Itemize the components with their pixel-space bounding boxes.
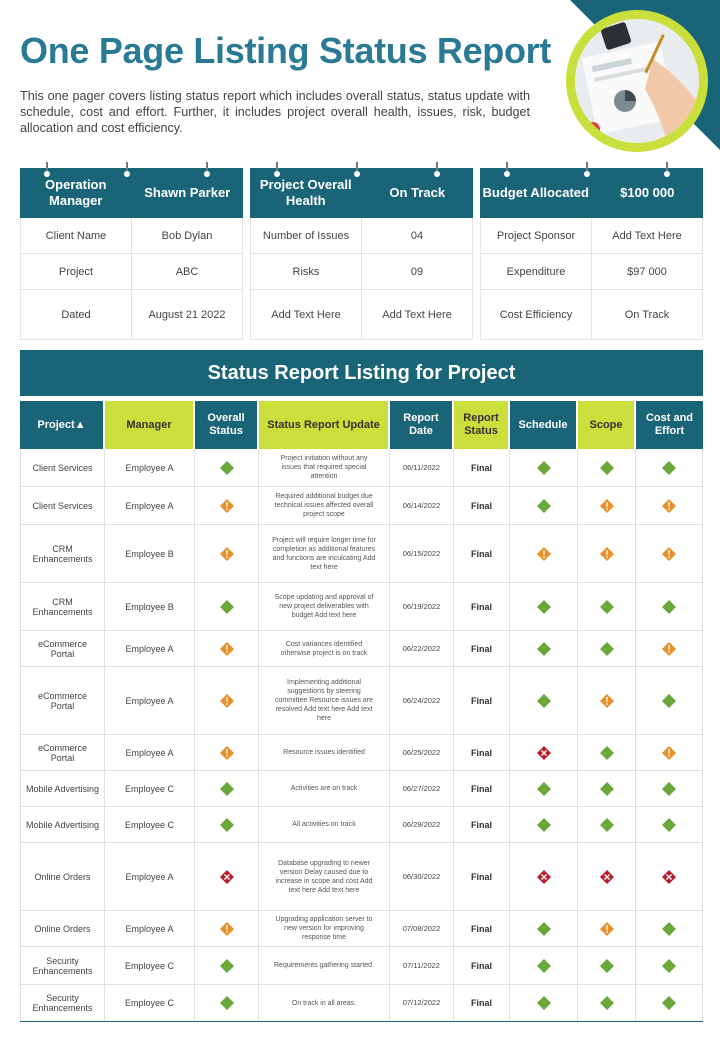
on-track-icon bbox=[599, 745, 615, 761]
cell-overall-status bbox=[195, 985, 259, 1021]
card-row bbox=[480, 254, 703, 290]
cell-scope bbox=[578, 449, 636, 486]
cell-cost-effort bbox=[636, 525, 703, 582]
warning-icon bbox=[219, 546, 235, 562]
cell-schedule bbox=[510, 449, 578, 486]
cell-report-date: 06/22/2022 bbox=[390, 631, 454, 666]
table-row bbox=[20, 843, 703, 911]
on-track-icon bbox=[599, 995, 615, 1011]
cell-manager: Employee A bbox=[105, 487, 195, 524]
cell-cost-effort bbox=[636, 449, 703, 486]
cell-manager: Employee C bbox=[105, 807, 195, 842]
cell-scope bbox=[578, 631, 636, 666]
cell-schedule bbox=[510, 911, 578, 946]
on-track-icon bbox=[219, 995, 235, 1011]
cell-status-update: Cost variances identified otherwise project is on track bbox=[259, 631, 390, 666]
cell-schedule bbox=[510, 631, 578, 666]
cell-scope bbox=[578, 843, 636, 910]
pin-icon bbox=[436, 162, 438, 172]
warning-icon bbox=[661, 641, 677, 657]
pin-icon bbox=[506, 162, 508, 172]
on-track-icon bbox=[536, 817, 552, 833]
cell-cost-effort bbox=[636, 985, 703, 1021]
card-row bbox=[20, 218, 243, 254]
cell-manager: Employee A bbox=[105, 735, 195, 770]
card-row-label: Project Sponsor bbox=[496, 229, 576, 242]
cell-scope bbox=[578, 911, 636, 946]
cell-overall-status bbox=[195, 771, 259, 806]
card-row-label: Number of Issues bbox=[262, 229, 350, 242]
cell-report-date: 06/24/2022 bbox=[390, 667, 454, 734]
cell-project: Security Enhancements bbox=[20, 985, 105, 1021]
card-row bbox=[250, 218, 473, 254]
cell-overall-status bbox=[195, 525, 259, 582]
on-track-icon bbox=[661, 958, 677, 974]
cell-scope bbox=[578, 771, 636, 806]
on-track-icon bbox=[219, 599, 235, 615]
warning-icon bbox=[599, 693, 615, 709]
on-track-icon bbox=[599, 460, 615, 476]
on-track-icon bbox=[219, 781, 235, 797]
table-header-row bbox=[20, 401, 703, 449]
cell-report-date: 07/08/2022 bbox=[390, 911, 454, 946]
warning-icon bbox=[599, 921, 615, 937]
page-title: One Page Listing Status Report bbox=[20, 30, 552, 71]
cell-project: CRM Enhancements bbox=[20, 583, 105, 630]
card-header bbox=[20, 168, 243, 218]
card-row-value: On Track bbox=[591, 290, 702, 339]
cell-cost-effort bbox=[636, 735, 703, 770]
table-title-banner: Status Report Listing for Project bbox=[20, 350, 703, 396]
warning-icon bbox=[661, 546, 677, 562]
cell-status-update: Project will require longer time for completion as additional features and functions are inculcating Add text here bbox=[259, 525, 390, 582]
cell-schedule bbox=[510, 843, 578, 910]
cell-manager: Employee C bbox=[105, 771, 195, 806]
cell-manager: Employee A bbox=[105, 843, 195, 910]
cell-schedule bbox=[510, 667, 578, 734]
card-row-label: Project bbox=[58, 265, 94, 278]
cell-status-update: Database upgrading to newer version Delay caused due to increase in scope and cost Add text here Add text here bbox=[259, 843, 390, 910]
cell-report-status: Final bbox=[454, 735, 510, 770]
on-track-icon bbox=[661, 995, 677, 1011]
on-track-icon bbox=[536, 995, 552, 1011]
cell-manager: Employee A bbox=[105, 631, 195, 666]
cell-scope bbox=[578, 947, 636, 984]
cell-project: eCommerce Portal bbox=[20, 667, 105, 734]
on-track-icon bbox=[599, 817, 615, 833]
card-row-value: ABC bbox=[131, 254, 242, 289]
on-track-icon bbox=[661, 693, 677, 709]
column-header-cost-effort: Cost and Effort bbox=[636, 401, 703, 449]
cell-report-status: Final bbox=[454, 947, 510, 984]
pin-icon bbox=[356, 162, 358, 172]
card-project-health bbox=[250, 168, 473, 340]
card-row-value: 09 bbox=[361, 254, 472, 289]
cell-report-status: Final bbox=[454, 631, 510, 666]
cell-scope bbox=[578, 985, 636, 1021]
on-track-icon bbox=[661, 599, 677, 615]
card-row-value: August 21 2022 bbox=[131, 290, 242, 339]
warning-icon bbox=[219, 921, 235, 937]
cell-schedule bbox=[510, 807, 578, 842]
cell-manager: Employee A bbox=[105, 911, 195, 946]
cell-report-date: 07/12/2022 bbox=[390, 985, 454, 1021]
cell-report-status: Final bbox=[454, 525, 510, 582]
cell-cost-effort bbox=[636, 947, 703, 984]
cell-report-status: Final bbox=[454, 911, 510, 946]
cell-status-update: Project initiation without any issues that required special attention bbox=[259, 449, 390, 486]
cell-report-status: Final bbox=[454, 667, 510, 734]
cell-report-date: 06/27/2022 bbox=[390, 771, 454, 806]
cell-cost-effort bbox=[636, 843, 703, 910]
cell-status-update: Implementing additional suggestions by steering committee Resource issues are resolved Add text here Add text here bbox=[259, 667, 390, 734]
cell-status-update: Upgrading application server to new version for improving response time bbox=[259, 911, 390, 946]
on-track-icon bbox=[599, 781, 615, 797]
cell-project: eCommerce Portal bbox=[20, 631, 105, 666]
pin-icon bbox=[666, 162, 668, 172]
critical-icon bbox=[219, 869, 235, 885]
on-track-icon bbox=[536, 599, 552, 615]
warning-icon bbox=[599, 546, 615, 562]
cell-report-status: Final bbox=[454, 583, 510, 630]
on-track-icon bbox=[536, 498, 552, 514]
cell-overall-status bbox=[195, 947, 259, 984]
cell-report-status: Final bbox=[454, 449, 510, 486]
on-track-icon bbox=[661, 781, 677, 797]
cell-overall-status bbox=[195, 449, 259, 486]
cell-manager: Employee A bbox=[105, 667, 195, 734]
intro-paragraph: This one pager covers listing status report which includes overall status, status update with schedule, cost and effort. Further, it includes project overall health, issues, risk, budget allocation and cost efficiency. bbox=[20, 89, 530, 135]
card-header bbox=[480, 168, 703, 218]
cell-scope bbox=[578, 525, 636, 582]
column-header-project[interactable]: Project▲ bbox=[20, 401, 105, 449]
on-track-icon bbox=[661, 921, 677, 937]
status-table bbox=[20, 401, 703, 1022]
card-operation-manager bbox=[20, 168, 243, 340]
column-header-overall-status: Overall Status bbox=[195, 401, 259, 449]
card-row-label: Cost Efficiency bbox=[499, 308, 573, 321]
warning-icon bbox=[661, 498, 677, 514]
cell-scope bbox=[578, 735, 636, 770]
cell-scope bbox=[578, 667, 636, 734]
on-track-icon bbox=[599, 599, 615, 615]
on-track-icon bbox=[536, 781, 552, 797]
critical-icon bbox=[661, 869, 677, 885]
warning-icon bbox=[599, 498, 615, 514]
cell-cost-effort bbox=[636, 771, 703, 806]
warning-icon bbox=[219, 641, 235, 657]
on-track-icon bbox=[599, 641, 615, 657]
on-track-icon bbox=[536, 460, 552, 476]
cell-status-update: Requirements gathering started. bbox=[259, 947, 390, 984]
cell-status-update: Activities are on track bbox=[259, 771, 390, 806]
table-row bbox=[20, 911, 703, 947]
cell-schedule bbox=[510, 985, 578, 1021]
cell-scope bbox=[578, 583, 636, 630]
cell-manager: Employee B bbox=[105, 583, 195, 630]
cell-report-date: 06/14/2022 bbox=[390, 487, 454, 524]
card-row-label: Risks bbox=[292, 265, 320, 278]
cell-report-date: 06/29/2022 bbox=[390, 807, 454, 842]
cell-scope bbox=[578, 807, 636, 842]
cell-project: Client Services bbox=[20, 487, 105, 524]
cell-overall-status bbox=[195, 843, 259, 910]
column-header-manager: Manager bbox=[105, 401, 195, 449]
card-header bbox=[250, 168, 473, 218]
table-row bbox=[20, 771, 703, 807]
card-row-value: Bob Dylan bbox=[131, 218, 242, 253]
cell-manager: Employee C bbox=[105, 985, 195, 1021]
cell-project: CRM Enhancements bbox=[20, 525, 105, 582]
cell-overall-status bbox=[195, 631, 259, 666]
card-header-label: Operation Manager bbox=[45, 177, 107, 208]
cell-report-status: Final bbox=[454, 487, 510, 524]
pin-icon bbox=[46, 162, 48, 172]
cell-overall-status bbox=[195, 583, 259, 630]
cell-report-date: 07/11/2022 bbox=[390, 947, 454, 984]
cell-manager: Employee B bbox=[105, 525, 195, 582]
cell-cost-effort bbox=[636, 667, 703, 734]
table-body bbox=[20, 449, 703, 1022]
cell-status-update: On track in all areas. bbox=[259, 985, 390, 1021]
cell-report-date: 06/30/2022 bbox=[390, 843, 454, 910]
table-row bbox=[20, 985, 703, 1022]
cell-cost-effort bbox=[636, 583, 703, 630]
table-row bbox=[20, 583, 703, 631]
cell-project: eCommerce Portal bbox=[20, 735, 105, 770]
table-row bbox=[20, 631, 703, 667]
on-track-icon bbox=[661, 460, 677, 476]
card-row bbox=[20, 254, 243, 290]
column-header-report-status: Report Status bbox=[454, 401, 510, 449]
cell-overall-status bbox=[195, 667, 259, 734]
table-row bbox=[20, 807, 703, 843]
cell-schedule bbox=[510, 947, 578, 984]
card-header-value: On Track bbox=[389, 185, 446, 200]
card-row-label: Add Text Here bbox=[271, 308, 341, 321]
summary-cards bbox=[20, 168, 703, 340]
card-header-value: $100 000 bbox=[620, 185, 675, 200]
card-row-value: 04 bbox=[361, 218, 472, 253]
cell-project: Mobile Advertising bbox=[20, 807, 105, 842]
on-track-icon bbox=[599, 958, 615, 974]
table-row bbox=[20, 449, 703, 487]
cell-project: Mobile Advertising bbox=[20, 771, 105, 806]
on-track-icon bbox=[661, 817, 677, 833]
on-track-icon bbox=[219, 817, 235, 833]
on-track-icon bbox=[536, 958, 552, 974]
warning-icon bbox=[536, 546, 552, 562]
card-row bbox=[250, 254, 473, 290]
card-row bbox=[480, 290, 703, 340]
warning-icon bbox=[219, 498, 235, 514]
card-row-label: Expenditure bbox=[506, 265, 566, 278]
card-row bbox=[480, 218, 703, 254]
cell-cost-effort bbox=[636, 807, 703, 842]
card-row bbox=[20, 290, 243, 340]
cell-report-status: Final bbox=[454, 807, 510, 842]
column-header-status-update: Status Report Update bbox=[259, 401, 390, 449]
cell-overall-status bbox=[195, 487, 259, 524]
table-row bbox=[20, 735, 703, 771]
cell-schedule bbox=[510, 525, 578, 582]
cell-scope bbox=[578, 487, 636, 524]
critical-icon bbox=[599, 869, 615, 885]
table-row bbox=[20, 667, 703, 735]
card-budget bbox=[480, 168, 703, 340]
cell-schedule bbox=[510, 735, 578, 770]
cell-manager: Employee C bbox=[105, 947, 195, 984]
cell-overall-status bbox=[195, 807, 259, 842]
table-row bbox=[20, 525, 703, 583]
warning-icon bbox=[219, 693, 235, 709]
on-track-icon bbox=[219, 958, 235, 974]
cell-report-date: 06/11/2022 bbox=[390, 449, 454, 486]
card-row-value: Add Text Here bbox=[361, 290, 472, 339]
cell-status-update: Resource issues identified bbox=[259, 735, 390, 770]
cell-schedule bbox=[510, 487, 578, 524]
cell-status-update: Scope updating and approval of new project deliverables with budget Add text here bbox=[259, 583, 390, 630]
card-row bbox=[250, 290, 473, 340]
cell-report-status: Final bbox=[454, 985, 510, 1021]
pin-icon bbox=[586, 162, 588, 172]
card-row-value: Add Text Here bbox=[591, 218, 702, 253]
cell-project: Online Orders bbox=[20, 843, 105, 910]
cell-report-date: 06/25/2022 bbox=[390, 735, 454, 770]
pin-icon bbox=[276, 162, 278, 172]
cell-report-status: Final bbox=[454, 771, 510, 806]
critical-icon bbox=[536, 869, 552, 885]
cell-report-date: 06/19/2022 bbox=[390, 583, 454, 630]
header-photo bbox=[566, 10, 708, 152]
on-track-icon bbox=[536, 693, 552, 709]
card-header-label: Budget Allocated bbox=[482, 185, 589, 200]
column-header-schedule: Schedule bbox=[510, 401, 578, 449]
cell-overall-status bbox=[195, 735, 259, 770]
cell-report-date: 06/15/2022 bbox=[390, 525, 454, 582]
card-header-value: Shawn Parker bbox=[144, 185, 231, 200]
cell-overall-status bbox=[195, 911, 259, 946]
card-row-label: Client Name bbox=[45, 229, 107, 242]
warning-icon bbox=[219, 745, 235, 761]
cell-manager: Employee A bbox=[105, 449, 195, 486]
cell-cost-effort bbox=[636, 487, 703, 524]
column-header-report-date: Report Date bbox=[390, 401, 454, 449]
on-track-icon bbox=[219, 460, 235, 476]
cell-report-status: Final bbox=[454, 843, 510, 910]
card-row-label: Dated bbox=[61, 308, 91, 321]
critical-icon bbox=[536, 745, 552, 761]
cell-project: Client Services bbox=[20, 449, 105, 486]
document-photo-illustration bbox=[575, 19, 699, 143]
cell-status-update: Required additional budget due technical issues affected overall project scope bbox=[259, 487, 390, 524]
cell-project: Security Enhancements bbox=[20, 947, 105, 984]
table-row bbox=[20, 487, 703, 525]
on-track-icon bbox=[536, 641, 552, 657]
cell-status-update: All activities on track bbox=[259, 807, 390, 842]
cell-cost-effort bbox=[636, 911, 703, 946]
pin-icon bbox=[206, 162, 208, 172]
cell-project: Online Orders bbox=[20, 911, 105, 946]
pin-icon bbox=[126, 162, 128, 172]
card-row-value: $97 000 bbox=[591, 254, 702, 289]
cell-schedule bbox=[510, 583, 578, 630]
cell-schedule bbox=[510, 771, 578, 806]
on-track-icon bbox=[536, 921, 552, 937]
column-header-scope: Scope bbox=[578, 401, 636, 449]
warning-icon bbox=[661, 745, 677, 761]
card-header-label: Project Overall Health bbox=[259, 177, 352, 208]
cell-cost-effort bbox=[636, 631, 703, 666]
table-row bbox=[20, 947, 703, 985]
